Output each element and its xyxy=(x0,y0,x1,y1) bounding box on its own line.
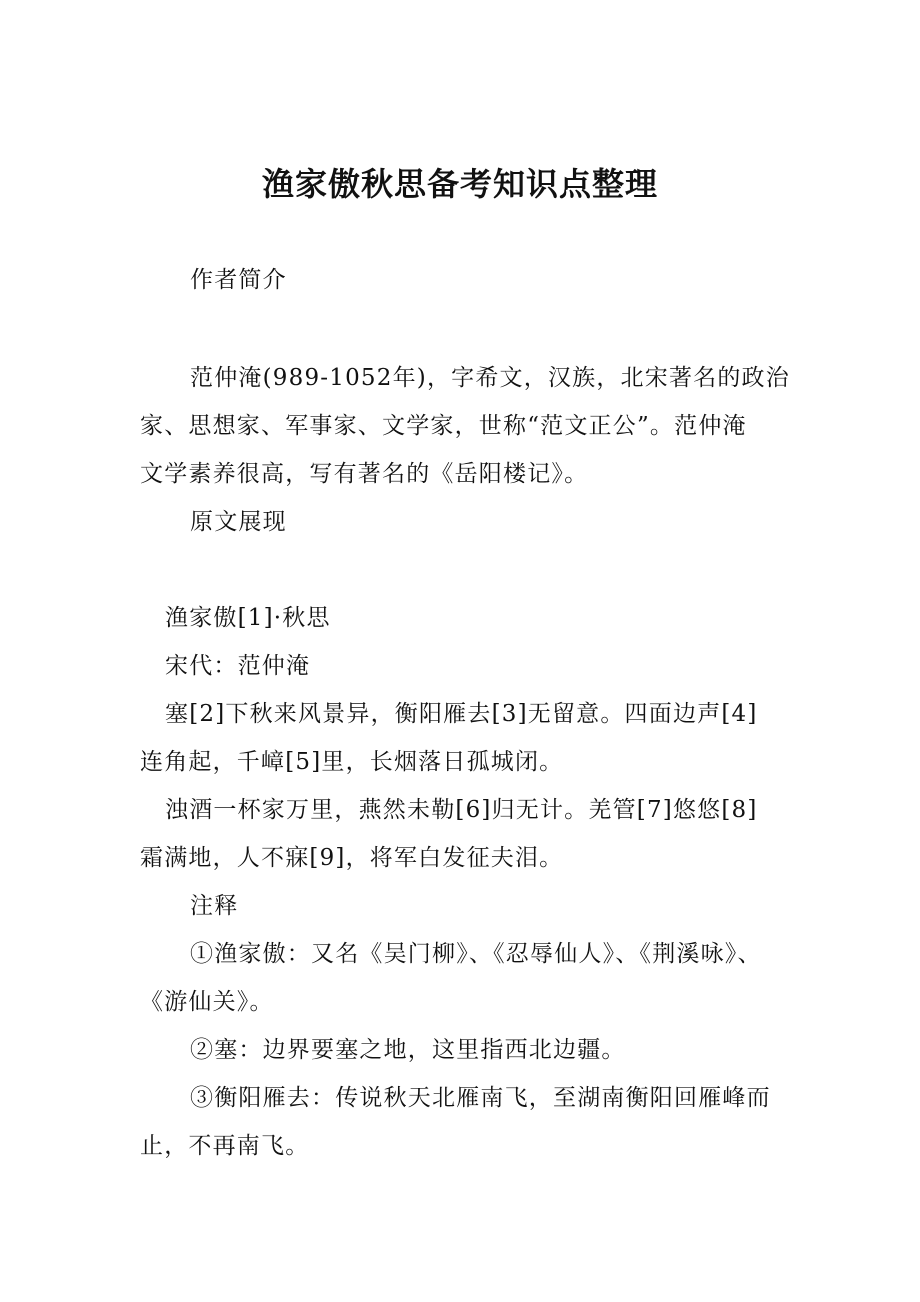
poem-line: 浊酒一杯家万里，燕然未勒[6]归无计。羌管[7]悠悠[8] xyxy=(165,797,758,823)
paragraph-line: 范仲淹(989-1052年)，字希文，汉族，北宋著名的政治 xyxy=(190,365,790,391)
paragraph-line: 文学素养很高，写有著名的《岳阳楼记》。 xyxy=(140,461,589,487)
note-line: 止，不再南飞。 xyxy=(140,1133,310,1159)
poem-title: 渔家傲[1]·秋思 xyxy=(165,605,331,631)
note-line: ③衡阳雁去：传说秋天北雁南飞，至湖南衡阳回雁峰而 xyxy=(190,1085,771,1111)
poem-line: 塞[2]下秋来风景异，衡阳雁去[3]无留意。四面边声[4] xyxy=(165,701,758,727)
note-line: 《游仙关》。 xyxy=(140,989,274,1015)
section-heading-author: 作者简介 xyxy=(190,267,287,293)
section-heading-notes: 注释 xyxy=(190,893,239,919)
poem-line: 霜满地，人不寐[9]，将军白发征夫泪。 xyxy=(140,845,564,871)
note-line: ②塞：边界要塞之地，这里指西北边疆。 xyxy=(190,1037,626,1063)
document-title: 渔家傲秋思备考知识点整理 xyxy=(261,165,658,203)
section-heading-original: 原文展现 xyxy=(190,509,287,535)
paragraph-line: 家、思想家、军事家、文学家，世称“范文正公”。范仲淹 xyxy=(140,413,747,439)
note-line: ①渔家傲：又名《吴门柳》、《忍辱仙人》、《荆溪咏》、 xyxy=(190,941,762,967)
poem-line: 连角起，千嶂[5]里，长烟落日孤城闭。 xyxy=(140,749,564,775)
poem-author: 宋代：范仲淹 xyxy=(165,653,311,679)
